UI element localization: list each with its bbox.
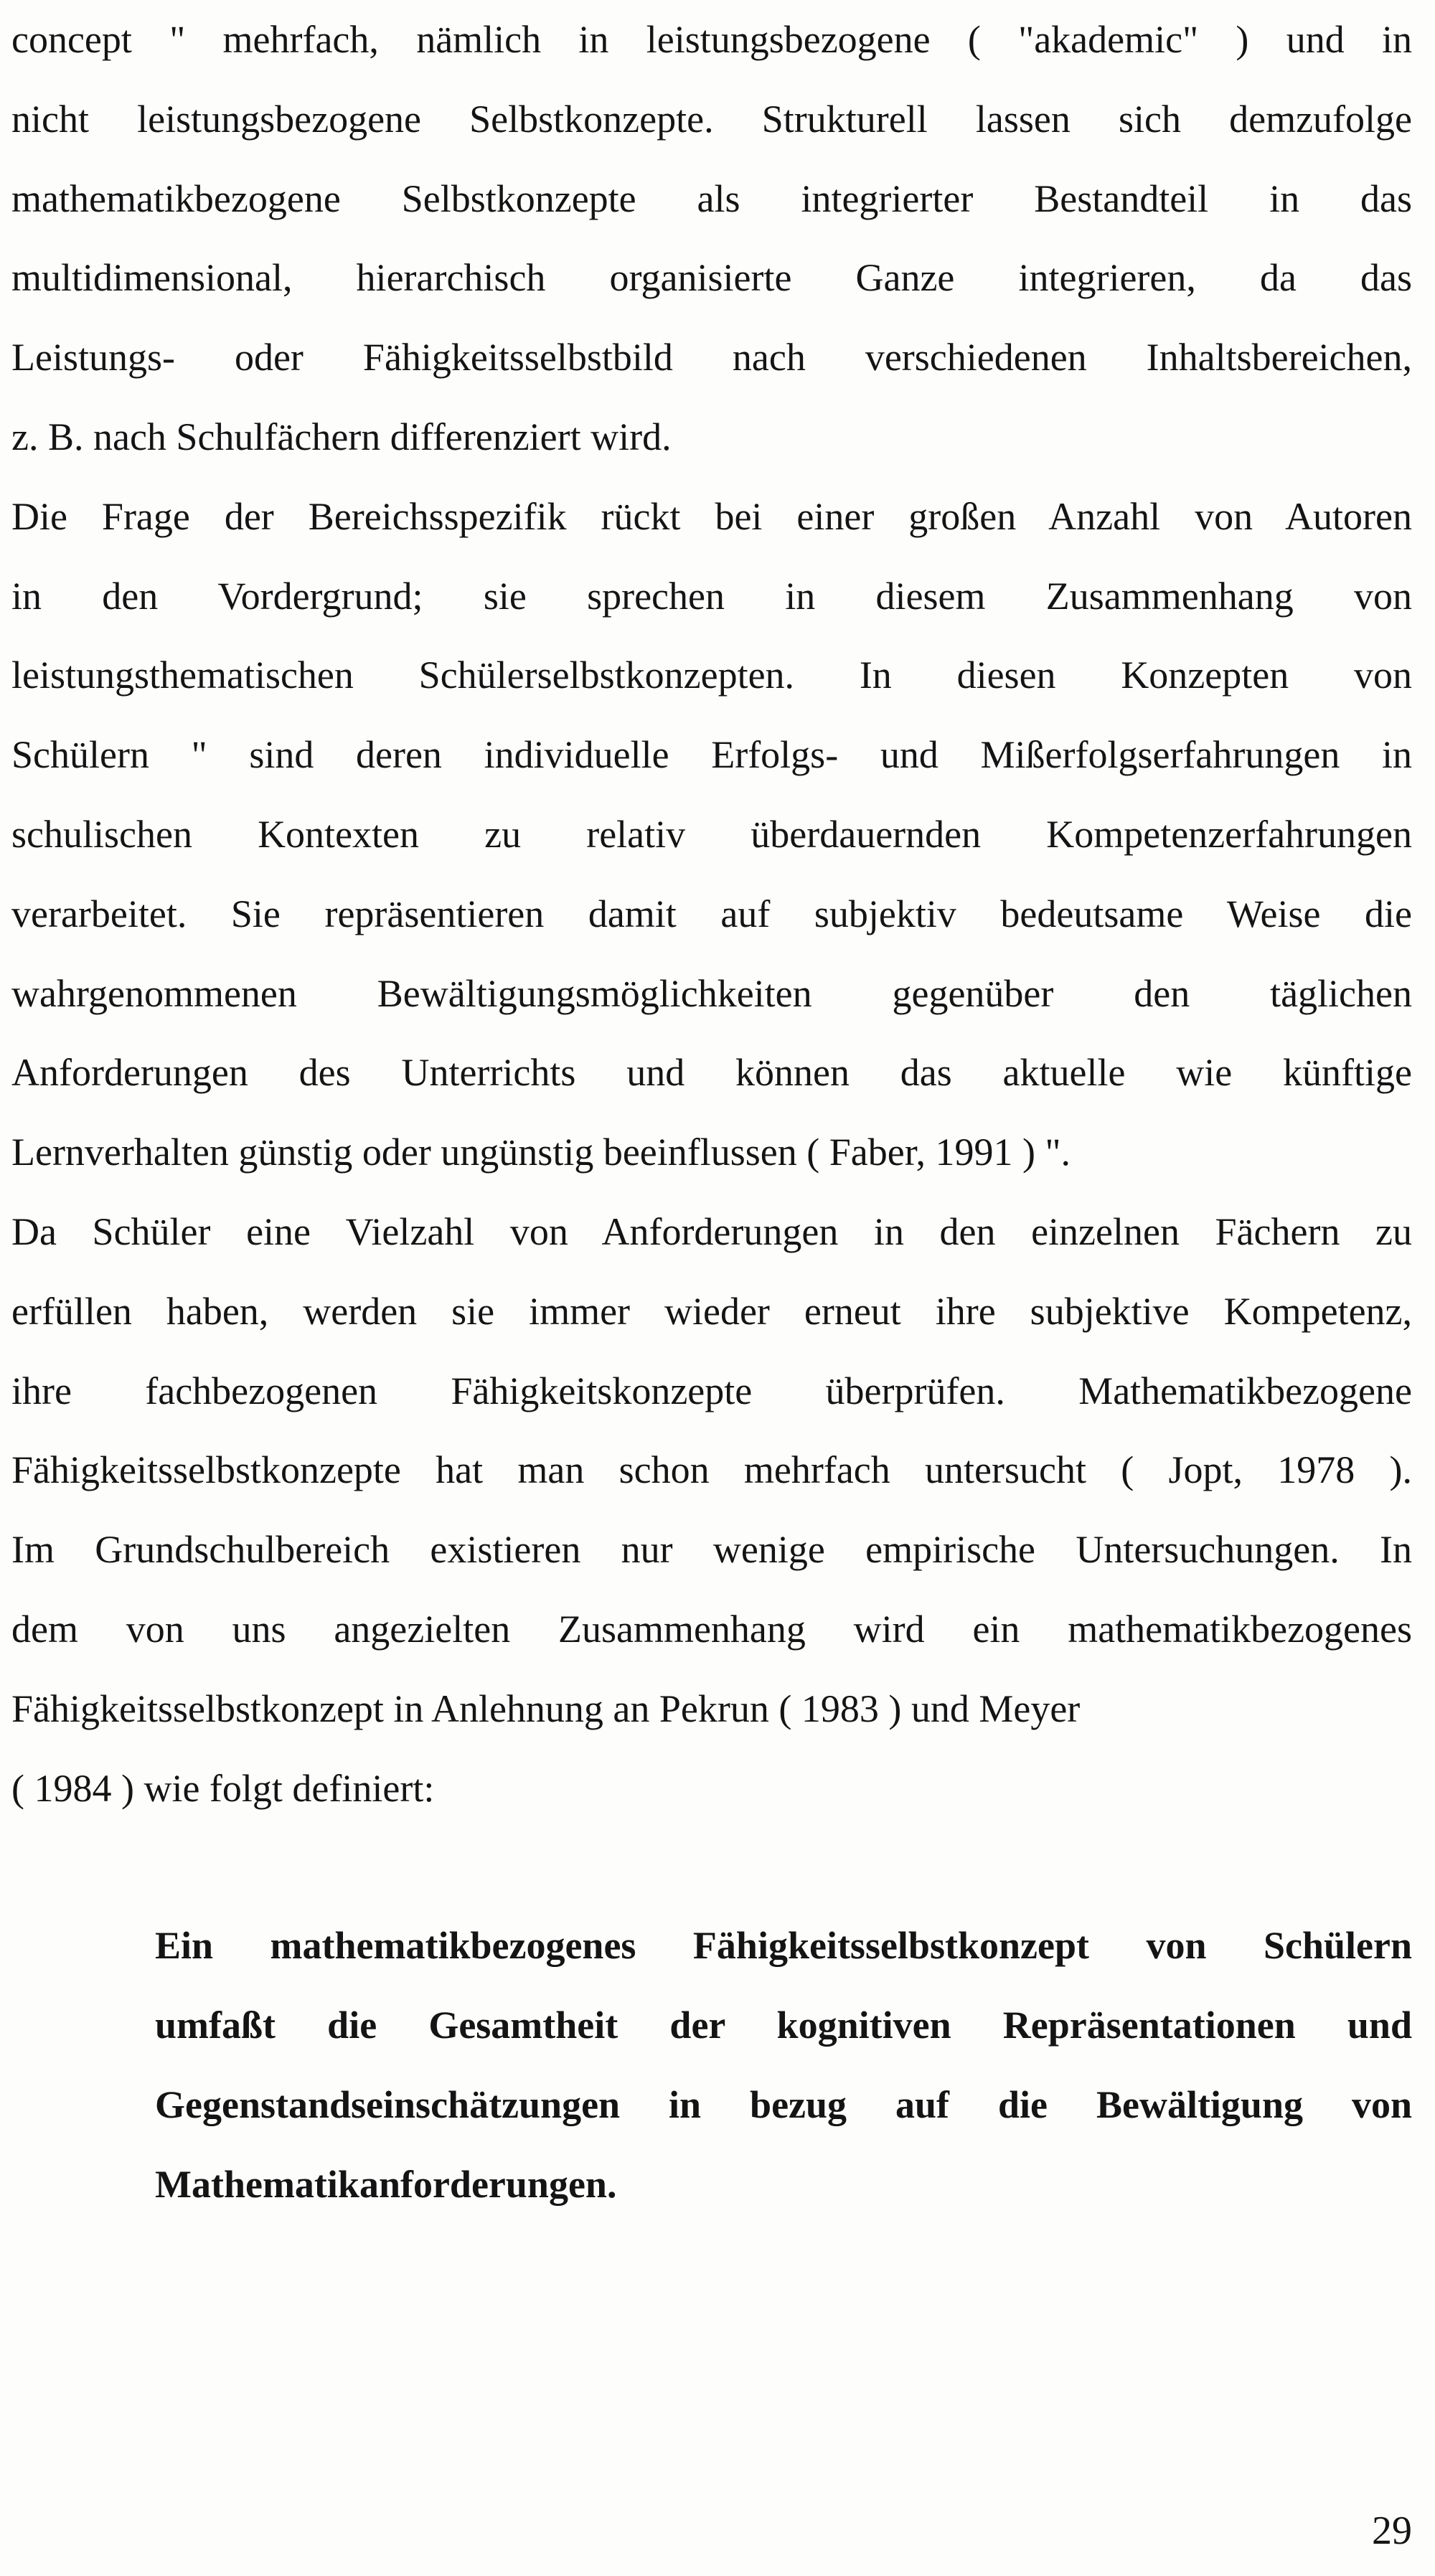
text-line: ( 1984 ) wie folgt definiert: <box>11 1766 435 1810</box>
text-line: Anforderungen des Unterrichts und können das aktuelle wie künftige <box>11 1051 1412 1095</box>
text-line: Im Grundschulbereich existieren nur wenige empirische Untersuchungen. In <box>11 1528 1412 1572</box>
text-line: schulischen Kontexten zu relativ überdauernden Kompetenzerfahrungen <box>11 812 1412 856</box>
text-line: verarbeitet. Sie repräsentieren damit auf subjektiv bedeutsame Weise die <box>11 892 1412 935</box>
text-line: Lernverhalten günstig oder ungünstig beeinflussen ( Faber, 1991 ) ". <box>11 1131 1071 1174</box>
definition-line: umfaßt die Gesamtheit der kognitiven Repräsentationen und <box>155 2004 1412 2047</box>
text-line: Leistungs- oder Fähigkeitsselbstbild nach verschiedenen Inhaltsbereichen, <box>11 336 1412 379</box>
text-line: Fähigkeitsselbstkonzept in Anlehnung an Pekrun ( 1983 ) und Meyer <box>11 1686 1081 1730</box>
text-line: nicht leistungsbezogene Selbstkonzepte. Strukturell lassen sich demzufolge <box>11 97 1412 141</box>
body-text <box>11 0 1412 1828</box>
definition-line: Mathematikanforderungen. <box>155 2163 617 2206</box>
definition-line: Gegenstandseinschätzungen in bezug auf die Bewältigung von <box>155 2083 1412 2126</box>
text-line: Die Frage der Bereichsspezifik rückt bei einer großen Anzahl von Autoren <box>11 494 1412 538</box>
text-line: erfüllen haben, werden sie immer wieder erneut ihre subjektive Kompetenz, <box>11 1289 1412 1333</box>
text-line: Da Schüler eine Vielzahl von Anforderungen in den einzelnen Fächern zu <box>11 1209 1412 1253</box>
text-line: concept " mehrfach, nämlich in leistungsbezogene ( "akademic" ) und in <box>11 18 1412 61</box>
definition-block <box>155 1906 1412 2224</box>
text-line: wahrgenommenen Bewältigungsmöglichkeiten gegenüber den täglichen <box>11 971 1412 1015</box>
page-number: 29 <box>1372 2509 1412 2553</box>
text-line: multidimensional, hierarchisch organisierte Ganze integrieren, da das <box>11 256 1412 300</box>
text-line: ihre fachbezogenen Fähigkeitskonzepte überprüfen. Mathematikbezogene <box>11 1369 1412 1412</box>
text-line: Fähigkeitsselbstkonzepte hat man schon mehrfach untersucht ( Jopt, 1978 ). <box>11 1448 1412 1492</box>
text-line: Schülern " sind deren individuelle Erfolgs- und Mißerfolgserfahrungen in <box>11 733 1412 777</box>
definition-line: Ein mathematikbezogenes Fähigkeitsselbstkonzept von Schülern <box>155 1924 1412 1967</box>
text-line: dem von uns angezielten Zusammenhang wird ein mathematikbezogenes <box>11 1607 1412 1651</box>
text-line: mathematikbezogene Selbstkonzepte als integrierter Bestandteil in das <box>11 176 1412 220</box>
text-line: in den Vordergrund; sie sprechen in diesem Zusammenhang von <box>11 574 1412 618</box>
text-line: leistungsthematischen Schülerselbstkonzepten. In diesen Konzepten von <box>11 654 1412 697</box>
text-line: z. B. nach Schulfächern differenziert wird. <box>11 415 672 458</box>
